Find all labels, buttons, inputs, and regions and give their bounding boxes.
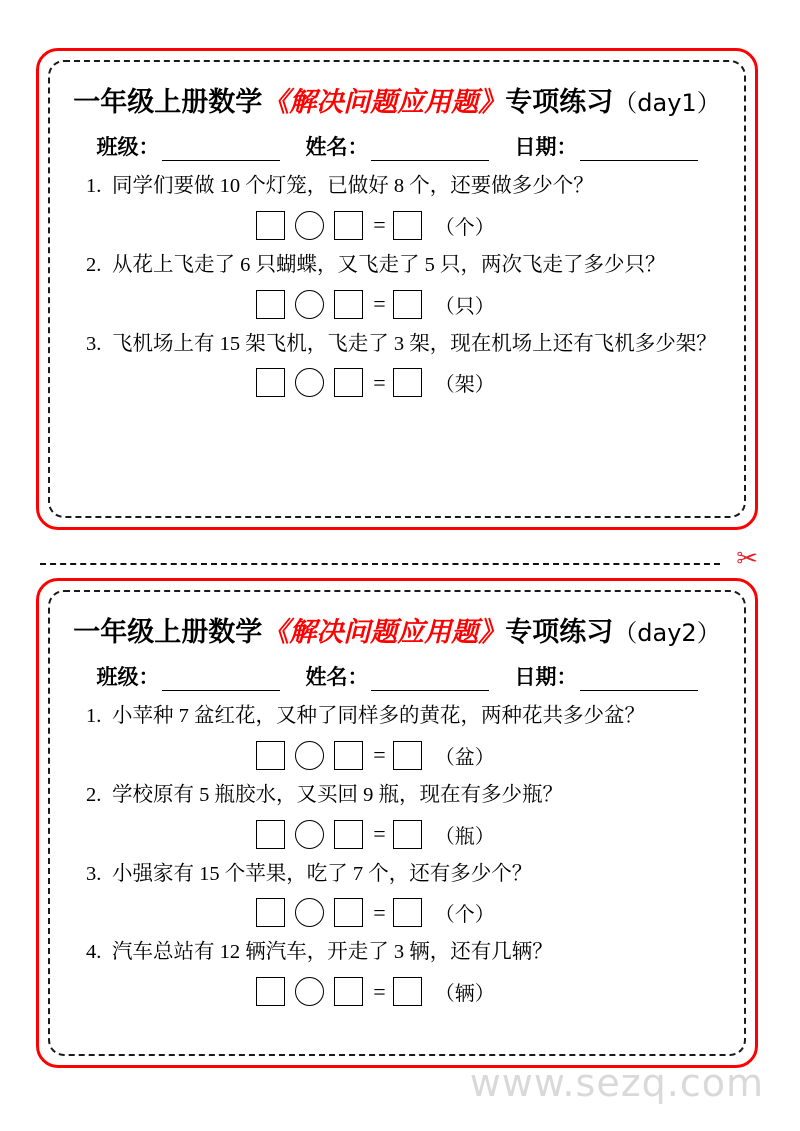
answer-box-operand2[interactable] xyxy=(334,898,363,927)
equals-sign: = xyxy=(373,899,386,925)
question-number: 2. xyxy=(86,783,102,806)
equals-sign: = xyxy=(373,212,386,238)
question-item xyxy=(72,859,722,928)
question-text-row xyxy=(72,329,722,361)
question-body: 汽车总站有 12 辆汽车，开走了 3 辆，还有几辆？ xyxy=(112,941,553,964)
answer-box-operand2[interactable] xyxy=(334,211,363,240)
scissors-icon: ✂ xyxy=(736,544,758,573)
equals-sign: = xyxy=(373,821,386,847)
question-item xyxy=(72,701,722,770)
answer-box-operand1[interactable] xyxy=(256,290,285,319)
answer-box-operand1[interactable] xyxy=(256,741,285,770)
question-body: 飞机场上有 15 架飞机，飞走了 3 架，现在机场上还有飞机多少架？ xyxy=(112,332,717,355)
answer-circle-operator[interactable] xyxy=(295,211,324,240)
field-date-input[interactable] xyxy=(580,672,698,691)
worksheet-card-inner xyxy=(48,60,746,518)
field-date-input[interactable] xyxy=(580,142,698,161)
title-highlight: 《解决问题应用题》 xyxy=(262,617,506,647)
question-body: 同学们要做 10 个灯笼，已做好 8 个，还要做多少个？ xyxy=(112,175,594,197)
answer-box-operand2[interactable] xyxy=(334,977,363,1006)
answer-row xyxy=(48,211,698,240)
field-date-label: 日期： xyxy=(514,135,578,159)
answer-unit: （只） xyxy=(434,295,495,318)
field-class xyxy=(97,131,280,161)
title-prefix: 一年级上册数学 xyxy=(73,617,263,647)
question-text-row xyxy=(72,171,722,203)
worksheet-card-inner xyxy=(48,590,746,1056)
answer-box-operand2[interactable] xyxy=(334,290,363,319)
answer-row xyxy=(48,977,698,1006)
field-date xyxy=(515,661,698,691)
answer-row xyxy=(48,820,698,849)
field-date xyxy=(515,131,698,161)
answer-circle-operator[interactable] xyxy=(295,290,324,319)
field-name-input[interactable] xyxy=(371,672,489,691)
answer-unit: （架） xyxy=(434,374,495,397)
answer-circle-operator[interactable] xyxy=(295,977,324,1006)
field-class-input[interactable] xyxy=(162,672,280,691)
field-name xyxy=(306,661,489,691)
site-watermark: www.sezq.com xyxy=(469,1061,764,1105)
answer-box-result[interactable] xyxy=(393,211,422,240)
answer-unit: （个） xyxy=(434,904,495,927)
question-text-row xyxy=(72,937,722,969)
question-number: 3. xyxy=(86,862,102,885)
title-suffix: 专项练习 xyxy=(505,87,614,117)
answer-box-operand1[interactable] xyxy=(256,977,285,1006)
question-item xyxy=(72,937,722,1006)
question-body: 从花上飞走了 6 只蝴蝶，又飞走了 5 只，两次飞走了多少只？ xyxy=(112,253,666,276)
answer-unit: （瓶） xyxy=(434,825,495,848)
question-number: 1. xyxy=(86,705,102,727)
field-name xyxy=(306,131,489,161)
answer-row xyxy=(48,290,698,319)
question-number: 1. xyxy=(86,175,102,197)
field-name-input[interactable] xyxy=(371,142,489,161)
answer-circle-operator[interactable] xyxy=(295,741,324,770)
field-class-label: 班级： xyxy=(96,665,160,689)
equals-sign: = xyxy=(373,742,386,768)
question-text-row xyxy=(72,780,722,812)
answer-circle-operator[interactable] xyxy=(295,820,324,849)
question-text-row xyxy=(72,701,722,733)
worksheet-card-day2 xyxy=(36,578,758,1068)
field-date-label: 日期： xyxy=(514,665,578,689)
answer-box-result[interactable] xyxy=(393,368,422,397)
answer-circle-operator[interactable] xyxy=(295,368,324,397)
question-body: 小苹种 7 盆红花，又种了同样多的黄花，两种花共多少盆？ xyxy=(112,705,645,727)
answer-box-result[interactable] xyxy=(393,290,422,319)
question-body: 学校原有 5 瓶胶水，又买回 9 瓶，现在有多少瓶？ xyxy=(112,783,563,806)
question-number: 4. xyxy=(86,941,102,964)
answer-unit: （辆） xyxy=(434,983,495,1006)
question-item xyxy=(72,171,722,240)
field-class-input[interactable] xyxy=(162,142,280,161)
student-info-row-day1 xyxy=(72,131,722,161)
question-item xyxy=(72,780,722,849)
question-text-row xyxy=(72,859,722,891)
answer-row xyxy=(48,898,698,927)
answer-box-operand2[interactable] xyxy=(334,741,363,770)
answer-box-operand1[interactable] xyxy=(256,211,285,240)
answer-unit: （个） xyxy=(434,216,495,239)
answer-box-operand1[interactable] xyxy=(256,368,285,397)
answer-box-operand2[interactable] xyxy=(334,368,363,397)
answer-unit: （盆） xyxy=(434,746,495,769)
page-title-day1 xyxy=(72,80,722,119)
question-item xyxy=(72,250,722,319)
answer-row xyxy=(48,368,698,397)
field-class-label: 班级： xyxy=(96,135,160,159)
answer-box-result[interactable] xyxy=(393,898,422,927)
page-title-day2 xyxy=(72,610,722,649)
cut-line-divider xyxy=(40,544,764,576)
question-text-row xyxy=(72,250,722,282)
question-item xyxy=(72,329,722,398)
answer-box-operand1[interactable] xyxy=(256,820,285,849)
answer-box-result[interactable] xyxy=(393,741,422,770)
student-info-row-day2 xyxy=(72,661,722,691)
worksheet-card-day1 xyxy=(36,48,758,530)
answer-circle-operator[interactable] xyxy=(295,898,324,927)
question-number: 3. xyxy=(86,332,102,355)
cut-dashed-line xyxy=(40,563,720,565)
title-prefix: 一年级上册数学 xyxy=(73,87,263,117)
question-number: 2. xyxy=(86,253,102,276)
answer-box-operand1[interactable] xyxy=(256,898,285,927)
field-class xyxy=(97,661,280,691)
equals-sign: = xyxy=(373,369,386,395)
answer-box-result[interactable] xyxy=(393,820,422,849)
title-suffix: 专项练习 xyxy=(505,617,614,647)
answer-row xyxy=(48,741,698,770)
field-name-label: 姓名： xyxy=(305,135,369,159)
equals-sign: = xyxy=(373,978,386,1004)
field-name-label: 姓名： xyxy=(305,665,369,689)
title-day: （day2） xyxy=(613,619,721,647)
title-highlight: 《解决问题应用题》 xyxy=(262,87,506,117)
equals-sign: = xyxy=(373,291,386,317)
question-body: 小强家有 15 个苹果，吃了 7 个，还有多少个？ xyxy=(112,862,533,885)
title-day: （day1） xyxy=(613,89,721,117)
answer-box-result[interactable] xyxy=(393,977,422,1006)
answer-box-operand2[interactable] xyxy=(334,820,363,849)
